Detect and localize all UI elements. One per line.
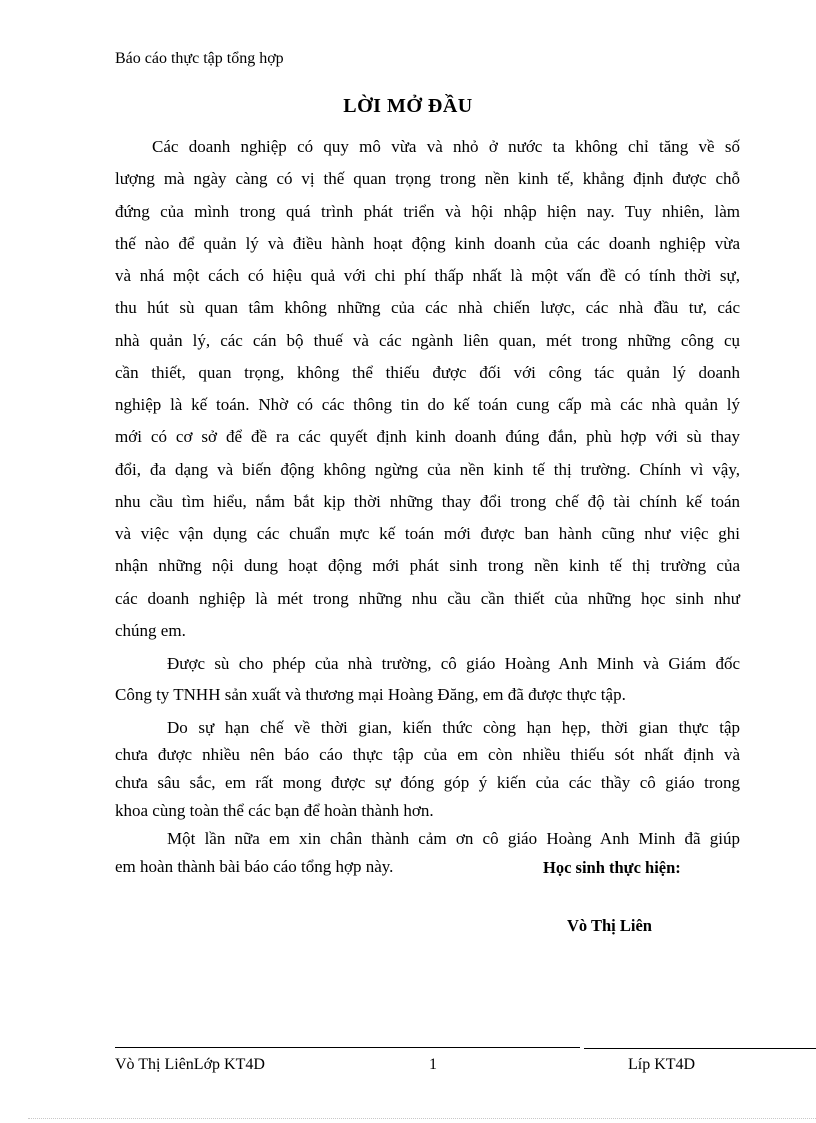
signature-name: Vò Thị Liên <box>567 916 652 935</box>
footer-left: Vò Thị LiênLớp KT4D <box>115 1056 265 1073</box>
document-title: LỜI MỞ ĐẦU <box>343 95 473 117</box>
paragraph-line: nhận những nội dung hoạt động mới phát sinh trong nền kinh tế thị trường của <box>115 556 740 575</box>
footer-right: Líp KT4D <box>628 1056 696 1073</box>
paragraph-line: nhà quản lý, các cán bộ thuế và các ngành liên quan, mét trong những công cụ <box>115 331 740 350</box>
paragraph-line: Công ty TNHH sản xuất và thương mại Hoàng Đăng, em đã được thực tập. <box>115 685 626 704</box>
paragraph-line: nhu cầu tìm hiểu, nắm bắt kịp thời những thay đổi trong chế độ tài chính kế toán <box>115 492 740 511</box>
paragraph-line: khoa cùng toàn thể các bạn để hoàn thành hơn. <box>115 801 434 820</box>
page-header: Báo cáo thực tập tổng hợp <box>115 50 284 67</box>
paragraph-line: em hoàn thành bài báo cáo tổng hợp này. <box>115 857 394 876</box>
paragraph-line: thu hút sù quan tâm không những của các nhà chiến lược, các nhà đầu tư, các <box>115 298 740 317</box>
paragraph-line: lượng mà ngày càng có vị thế quan trọng trong nền kinh tế, khẳng định được chỗ <box>115 169 740 188</box>
paragraph-line: và việc vận dụng các chuẩn mực kế toán mới được ban hành cũng như việc ghi <box>115 524 740 543</box>
paragraph-line: Do sự hạn chế về thời gian, kiến thức còng hạn hẹp, thời gian thực tập <box>167 718 740 737</box>
paragraph-line: chưa sâu sắc, em rất mong được sự đóng góp ý kiến của các thầy cô giáo trong <box>115 773 740 792</box>
page-number: 1 <box>429 1056 437 1073</box>
paragraph-line: thế nào để quản lý và điều hành hoạt động kinh doanh của các doanh nghiệp vừa <box>115 234 740 253</box>
page-boundary <box>28 1118 816 1119</box>
footer-rule-left <box>115 1047 580 1048</box>
paragraph-line: cần thiết, quan trọng, không thể thiếu được đối với công tác quản lý doanh <box>115 363 740 382</box>
paragraph-line: nghiệp là kế toán. Nhờ có các thông tin do kế toán cung cấp mà các nhà quản lý <box>115 395 740 414</box>
footer-rule-right <box>584 1048 816 1049</box>
paragraph-line: Các doanh nghiệp có quy mô vừa và nhỏ ở nước ta không chỉ tăng về số <box>152 137 740 156</box>
paragraph-line: và nhá một cách có hiệu quả với chi phí thấp nhất là một vấn đề có tính thời sự, <box>115 266 740 285</box>
paragraph-line: đứng của mình trong quá trình phát triển và hội nhập hiện nay. Tuy nhiên, làm <box>115 202 740 221</box>
paragraph-line: mới có cơ sở để đề ra các quyết định kinh doanh đúng đắn, phù hợp với sù thay <box>115 427 740 446</box>
paragraph-line: Được sù cho phép của nhà trường, cô giáo Hoàng Anh Minh và Giám đốc <box>167 654 740 673</box>
paragraph-line: Một lần nữa em xin chân thành cảm ơn cô giáo Hoàng Anh Minh đã giúp <box>167 829 740 848</box>
paragraph-line: đổi, đa dạng và biến động không ngừng của nền kinh tế thị trường. Chính vì vậy, <box>115 460 740 479</box>
signature-role: Học sinh thực hiện: <box>543 858 681 877</box>
paragraph-line: chúng em. <box>115 621 186 640</box>
paragraph-line: các doanh nghiệp là mét trong những nhu cầu cần thiết của những học sinh như <box>115 589 740 608</box>
paragraph-line: chưa được nhiều nên báo cáo thực tập của em còn nhiều thiếu sót nhất định và <box>115 745 740 764</box>
